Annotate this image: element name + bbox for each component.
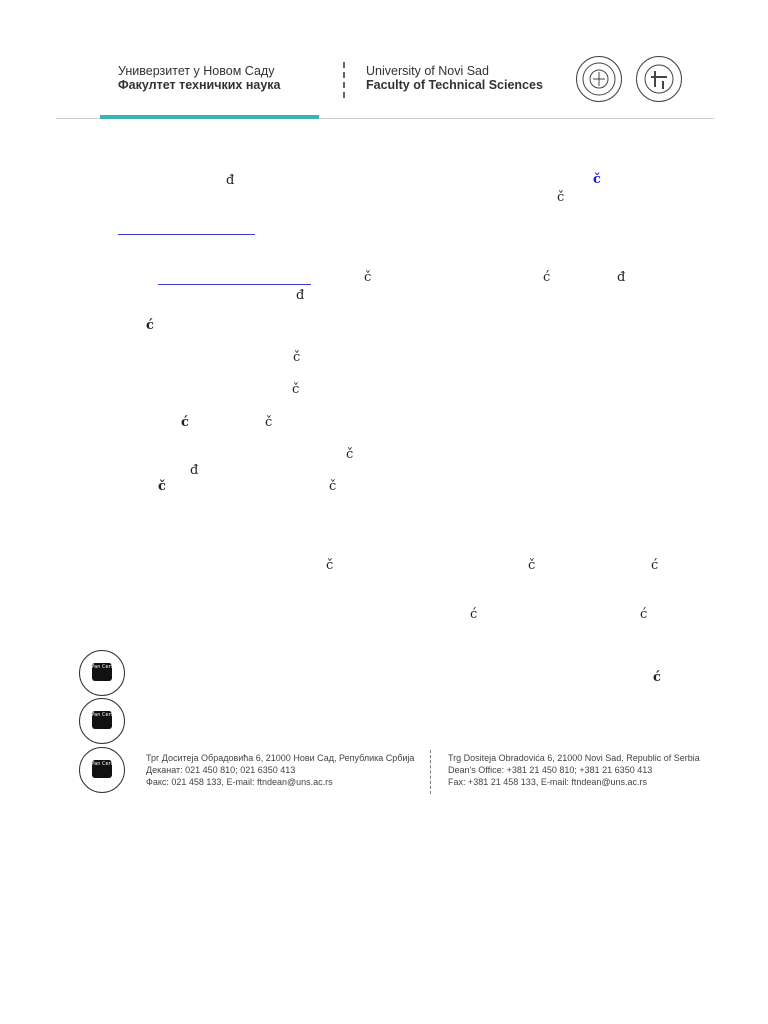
university-name-serbian: [118, 64, 281, 92]
body-glyph: č: [346, 447, 354, 462]
university-line-en: University of Novi Sad: [366, 64, 489, 78]
header-accent-bar: [100, 115, 319, 119]
university-seal-icon: [576, 56, 622, 102]
body-glyph: ć: [651, 558, 659, 573]
body-glyph: ć: [640, 607, 648, 622]
cert-label: Pan Cert: [91, 664, 113, 670]
body-glyph: č: [326, 558, 334, 573]
body-glyph: č: [528, 558, 536, 573]
faculty-line-en: Faculty of Technical Sciences: [366, 78, 543, 92]
body-glyph-highlight: č: [593, 172, 601, 187]
body-glyph: č: [364, 270, 372, 285]
footer-phone-sr: Деканат: 021 450 810; 021 6350 413: [146, 765, 296, 775]
body-glyph: ć: [470, 607, 478, 622]
footer-fax-en: Fax: +381 21 458 133, E-mail: ftndean@uns.ac.rs: [448, 777, 648, 787]
body-glyph: č: [329, 479, 337, 494]
body-glyph: đ: [190, 463, 199, 478]
body-glyph: č: [265, 415, 273, 430]
certification-seal-icon: [79, 747, 125, 793]
footer-fax-sr: Факс: 021 458 133, E-mail: ftndean@uns.ac.rs: [146, 777, 333, 787]
footer-address-sr: Трг Доситеја Обрадовића 6, 21000 Нови Сад, Република Србија: [146, 753, 415, 763]
body-glyph: ć: [543, 270, 551, 285]
footer-english: [448, 752, 700, 788]
footer-phone-en: Dean's Office: +381 21 450 810; +381 21 6350 413: [448, 765, 653, 775]
body-glyph: ć: [653, 670, 661, 685]
hyperlink-underline[interactable]: [118, 234, 255, 235]
body-glyph: đ: [617, 270, 626, 285]
cert-label: Pan Cert: [91, 761, 113, 767]
body-glyph: č: [557, 190, 565, 205]
footer-address-en: Trg Dositeja Obradovića 6, 21000 Novi Sad, Republic of Serbia: [448, 753, 700, 763]
header-separator: [343, 62, 345, 98]
faculty-seal-icon: [636, 56, 682, 102]
body-glyph: đ: [296, 288, 305, 303]
university-line-sr: Универзитет у Новом Саду: [118, 64, 275, 78]
body-glyph: ć: [181, 415, 189, 430]
footer-serbian: [146, 752, 414, 788]
certification-seal-icon: [79, 650, 125, 696]
certification-seal-icon: [79, 698, 125, 744]
university-name-english: [366, 64, 543, 92]
footer-separator: [430, 750, 431, 794]
body-glyph: č: [293, 350, 301, 365]
body-glyph: ć: [146, 318, 154, 333]
cert-label: Pan Cert: [91, 712, 113, 718]
body-glyph: đ: [226, 173, 235, 188]
body-glyph: č: [292, 382, 300, 397]
faculty-line-sr: Факултет техничких наука: [118, 78, 281, 92]
hyperlink-underline-2[interactable]: [158, 284, 311, 285]
body-glyph: č: [158, 479, 166, 494]
